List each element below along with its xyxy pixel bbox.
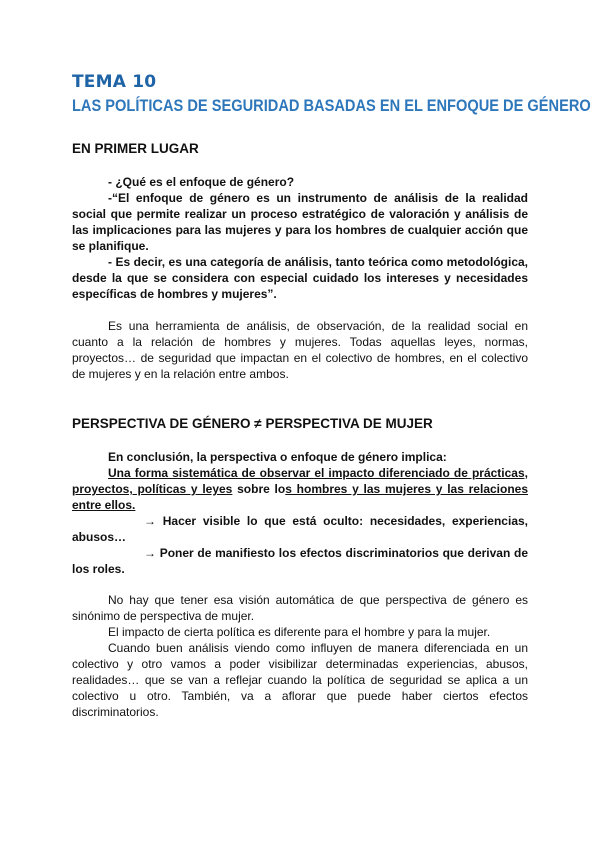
body-paragraph-1: Es una herramienta de análisis, de observación, de la realidad social en cuanto a la relación de hombres y mujeres. Todas aquellas leyes, normas, proyectos… de seguridad que impactan en el colectivo de hombres, en el colectivo de mujeres y en la relación entre ambos.	[72, 319, 528, 381]
definition-part-3: s hombres y las mujeres y las relaciones entre ellos.	[72, 482, 529, 512]
quote-paragraph-2: - Es decir, es una categoría de análisis, tanto teórica como metodológica, desde la que se considera con especial cuidado los intereses y necesidades específicas de hombres y mujeres”.	[72, 255, 528, 301]
conclusion-block	[72, 449, 528, 577]
closing-paragraph-2: El impacto de cierta política es diferente para el hombre y para la mujer.	[108, 625, 491, 639]
topic-number: TEMA 10	[72, 72, 157, 92]
topic-title: LAS POLÍTICAS DE SEGURIDAD BASADAS EN EL ENFOQUE DE GÉNERO	[72, 96, 591, 115]
definition-block	[72, 174, 528, 302]
definition-part-1: Una forma sistemática de observar el impacto diferenciado de prácticas, proyectos, políticas y leyes	[72, 466, 528, 496]
definition-part-2: sobre lo	[232, 482, 286, 496]
conclusion-intro: En conclusión, la perspectiva o enfoque de género implica:	[108, 450, 447, 464]
section-heading-first: EN PRIMER LUGAR	[72, 141, 199, 156]
closing-paragraph-1: No hay que tener esa visión automática de que perspectiva de género es sinónimo de perspectiva de mujer.	[72, 593, 528, 623]
bullet-discriminatory: → Poner de manifiesto los efectos discriminatorios que derivan de los roles.	[72, 546, 528, 576]
definition-underlined	[72, 465, 528, 513]
closing-paragraphs	[72, 592, 528, 720]
closing-paragraph-3: Cuando buen análisis viendo como influyen de manera diferenciada en un colectivo y otro vamos a poder visibilizar determinadas experiencias, abusos, realidades… que se van a reflejar cuando la política de seguridad se aplica a un colectivo u otro. También, va a aflorar que puede haber ciertos efectos discriminatorios.	[72, 641, 528, 719]
section-heading-perspective: PERSPECTIVA DE GÉNERO ≠ PERSPECTIVA DE MUJER	[72, 416, 433, 431]
quote-paragraph-1: -“El enfoque de género es un instrumento de análisis de la realidad social que permite realizar un proceso estratégico de valoración y análisis de las implicaciones para las mujeres y para los hombres de cualquier acción que se planifique.	[72, 191, 528, 253]
bullet-visible: → Hacer visible lo que está oculto: necesidades, experiencias, abusos…	[72, 514, 528, 544]
question-line: - ¿Qué es el enfoque de género?	[108, 175, 295, 189]
